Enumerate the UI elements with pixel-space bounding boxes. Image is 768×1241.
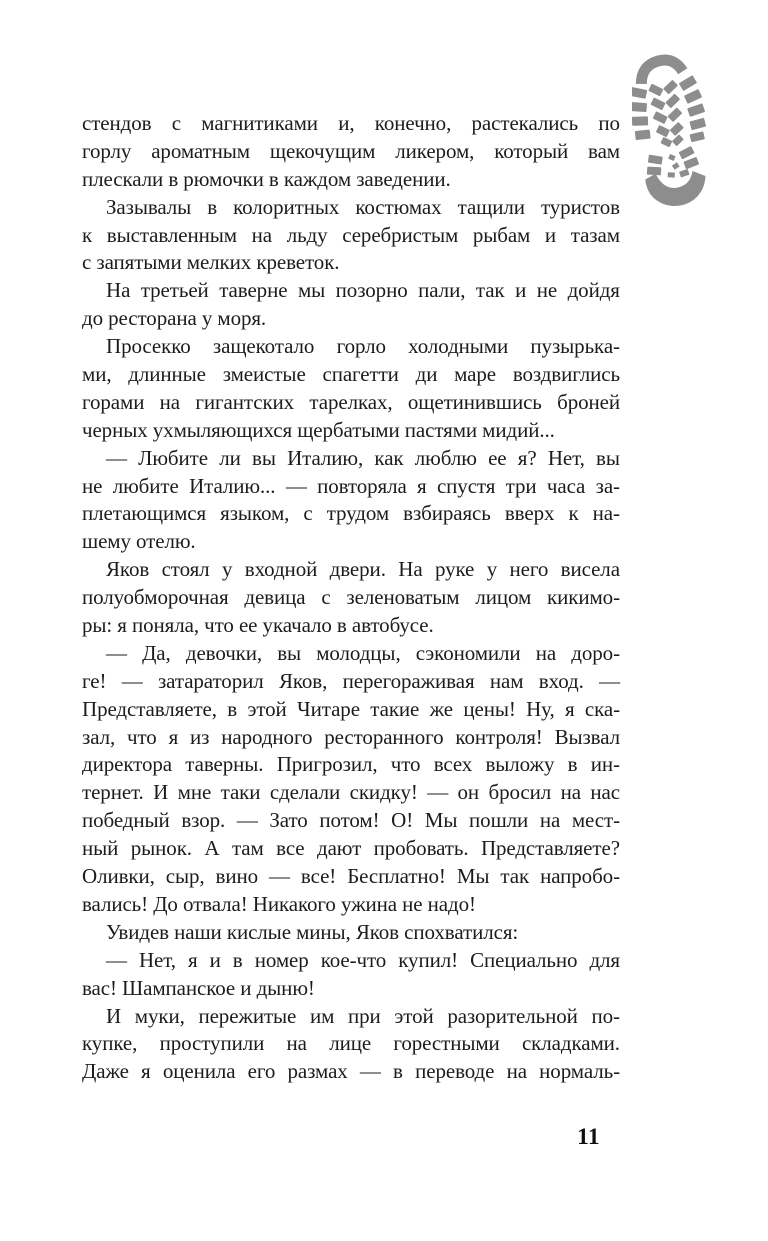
text-line: тернет. И мне таки сделали скидку! — он бросил на нас [82,780,620,805]
text-line: зал, что я из народного ресторанного контроля! Вызвал [82,724,620,749]
text-line: Яков стоял у входной двери. На руке у него висела [106,557,620,582]
text-line: И муки, пережитые им при этой разорительной по- [106,1003,620,1028]
text-line: вас! Шампанское и дыню! [82,975,315,1000]
text-line: горами на гигантских тарелках, ощетинившись броней [82,389,620,414]
text-line: Зазывалы в колоритных костюмах тащили туристов [106,194,620,219]
text-line: ры: я поняла, что ее укачало в автобусе. [82,613,434,638]
text-line: Увидев наши кислые мины, Яков спохватился: [106,919,519,944]
text-line: Просекко защекотало горло холодными пузырька- [106,334,620,359]
text-line: — Да, девочки, вы молодцы, сэкономили на доро- [106,640,620,665]
body-text [82,110,620,1086]
text-line: Оливки, сыр, вино — все! Бесплатно! Мы так напробо- [82,864,620,889]
text-line: полуобморочная девица с зеленоватым лицом кикимо- [82,585,620,610]
text-line: не любите Италию... — повторяла я спустя три часа за- [82,473,620,498]
text-line: ный рынок. А там все дают пробовать. Представляете? [82,836,620,861]
text-line: Даже я оценила его размах — в переводе на нормаль- [82,1059,620,1084]
boot-print-icon [632,54,708,208]
text-line: черных ухмыляющихся щербатыми пастями мидий... [82,417,555,442]
text-line: — Нет, я и в номер кое-что купил! Специально для [106,947,620,972]
text-line: горлу ароматным щекочущим ликером, который вам [82,138,620,163]
text-line: На третьей таверне мы позорно пали, так и не дойдя [106,278,620,303]
text-line: победный взор. — Зато потом! О! Мы пошли на мест- [82,808,620,833]
text-line: стендов с магнитиками и, конечно, растекались по [82,111,620,135]
text-line: с запятыми мелких креветок. [82,250,340,275]
text-line: до ресторана у моря. [82,306,267,331]
page-number: 11 [577,1124,600,1149]
text-line: плетающимся языком, с трудом взбираясь вверх к на- [82,501,620,526]
text-line: к выставленным на льду серебристым рыбам и тазам [82,222,620,247]
text-line: плескали в рюмочки в каждом заведении. [82,166,451,191]
text-line: шему отелю. [82,529,196,554]
text-line: ге! — затараторил Яков, перегораживая нам вход. — [82,668,620,693]
text-line: Представляете, в этой Читаре такие же цены! Ну, я ска- [82,696,620,721]
text-line: — Любите ли вы Италию, как люблю ее я? Нет, вы [106,445,620,470]
text-line: вались! До отвала! Никакого ужина не надо! [82,891,476,916]
text-line: ми, длинные змеистые спагетти ди маре воздвиглись [82,362,620,387]
text-line: купке, проступили на лице горестными складками. [82,1031,620,1056]
text-line: директора таверны. Пригрозил, что всех выложу в ин- [82,752,620,777]
